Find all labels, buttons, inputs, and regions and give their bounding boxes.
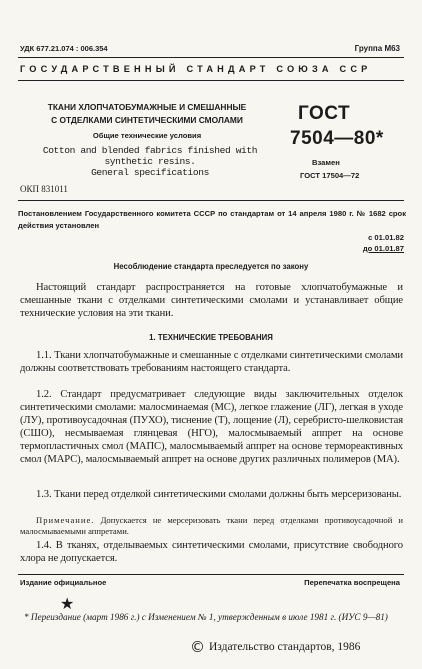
title-line-2: С ОТДЕЛКАМИ СИНТЕТИЧЕСКИМИ СМОЛАМИ [51,115,243,125]
footer-rule [18,574,404,575]
valid-from: с 01.01.82 [368,233,404,242]
legal-warning: Несоблюдение стандарта преследуется по закону [113,262,309,271]
replaces-standard: ГОСТ 17504—72 [300,171,360,180]
reissue-footnote: * Переиздание (март 1986 г.) с Изменением № 1, утвержденным в июле 1981 г. (ИУС 9—81) [24,612,388,622]
valid-to: до 01.01.87 [362,244,404,253]
star-icon: ★ [60,596,75,613]
paragraph-1-1: 1.1. Ткани хлопчатобумажные и смешанные с отделками синтетическими смолами должны соответствовать требованиям настоящего стандарта. [20,350,403,375]
validity-dates [363,232,404,254]
subtitle: Общие технические условия [92,131,202,140]
note [20,515,403,537]
okp-code: ОКП 831011 [20,184,68,194]
replaces-label: Взамен [312,158,340,167]
publisher: Издательство стандартов, 1986 [209,641,361,653]
organization-header: ГОСУДАРСТВЕННЫЙ СТАНДАРТ СОЮЗА ССР [20,64,372,74]
note-text: Допускается не мерсеризовать ткани перед отделками противоусадочной и малосмываемыми аппретами. [20,515,403,536]
copyright-icon: © [190,638,205,656]
decree-text: Постановлением Государственного комитета СССР по стандартам от 14 апреля 1980 г. № 1682 срок действия установлен [18,209,406,230]
section-1-title: 1. ТЕХНИЧЕСКИЕ ТРЕБОВАНИЯ [149,333,273,342]
reprint-prohibited: Перепечатка воспрещена [304,578,400,587]
paragraph-1-2: 1.2. Стандарт предусматривает следующие виды заключительных отделок синтетическими смолами: малосминаемая (МС), легкое глажение (ЛГ), легкая в уходе (ЛУ), противоусадочная (ПУХО), тиснение (Т), лощение (Л), серебристо-шелковистая (СШО), несмываемая глянцевая (НГО), малосмываемый аппрет на основе термопластичных смол (МАПС), малосмываемый аппрет на основе термореактивных смол (МАРС), малосмываемый аппрет на основе других различных полимеров (МА). [20,389,403,466]
english-title [20,145,280,178]
copyright [190,638,360,656]
top-rule [18,57,404,58]
decree-rule [18,200,404,201]
note-label: Примечание. [36,515,95,525]
paragraph-1-4: 1.4. В тканях, отделываемых синтетическими смолами, присутствие свободного хлора не допускается. [20,540,403,565]
udk-code: УДК 677.21.074 : 006.354 [20,44,108,53]
official-edition: Издание официальное [20,578,107,587]
intro-paragraph: Настоящий стандарт распространяется на готовые хлопчатобумажные и смешанные ткани с отделками синтетическими смолами и устанавливает общие технические условия на эти ткани. [20,282,403,320]
paragraph-1-3: 1.3. Ткани перед отделкой синтетическими смолами должны быть мерсеризованы. [36,489,402,500]
gost-number: 7504—80* [290,128,384,149]
group-code: Группа М63 [354,44,400,53]
title-line-1: ТКАНИ ХЛОПЧАТОБУМАЖНЫЕ И СМЕШАННЫЕ [47,102,247,112]
gost-label: ГОСТ [298,103,351,124]
english-title-line-1: Cotton and blended fabrics finished with synthetic resins. [42,145,258,167]
header-rule [18,80,404,81]
english-title-line-2: General specifications [91,167,209,178]
